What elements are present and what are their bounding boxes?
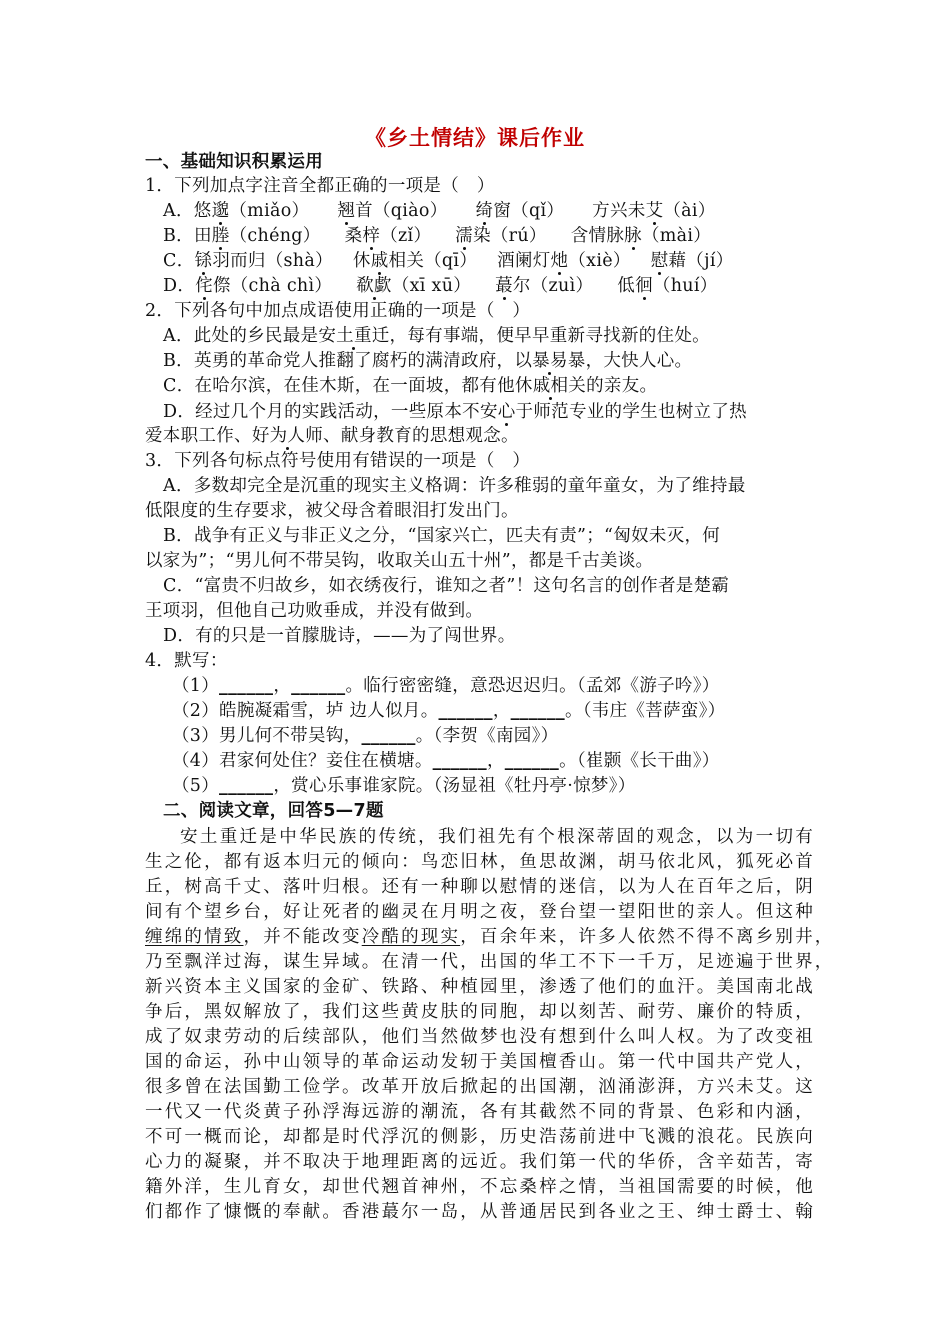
q3-option-c-line2: 王项羽，但他自己功败垂成，并没有做到。: [145, 601, 484, 621]
passage-line: 安土重迁是中华民族的传统，我们祖先有个根深蒂固的观念，以为一切有: [180, 827, 815, 847]
section-heading-reading: 二、阅读文章，回答5—7题: [163, 801, 384, 821]
q4-item-2: （2）皓腕凝霜雪，垆 边人似月。______，______。（韦庄《菩萨蛮》）: [172, 701, 726, 721]
passage-line: 成了奴隶劳动的后续部队，他们当然做梦也没有想到什么叫人权。为了改变祖: [145, 1027, 815, 1047]
question-1-stem: 1．下列加点字注音全都正确的一项是（ ）: [145, 176, 495, 196]
blank: ______: [438, 701, 493, 721]
passage-line: 生之伦，都有返本归元的倾向：鸟恋旧林，鱼思故渊，胡马依北风，狐死必首: [145, 852, 815, 872]
passage-line: 争后，黑奴解放了，我们这些黄皮肤的同胞，却以刻苦、耐劳、廉价的特质，: [145, 1002, 815, 1022]
passage-line: 新兴资本主义国家的金矿、铁路、种植园里，渗透了他们的血汗。美国南北战: [145, 977, 815, 997]
passage-line: 乃至飘洋过海，谋生异域。在清一代，出国的华工不下一千万，足迹遍于世界，: [145, 952, 835, 972]
blank: ______: [219, 676, 274, 696]
passage-line: 一代又一代炎黄子孙浮海远游的潮流，各有其截然不同的背景、色彩和内涵，: [145, 1102, 815, 1122]
q1-option-c: C．铩羽而归（shà） 休戚相关（qī） 酒阑灯灺（xiè） 慰藉（jí）: [163, 251, 734, 271]
page-title: 《乡土情结》课后作业: [365, 126, 585, 150]
q2-option-d-line2: 爱本职工作、好为人师、献身教育的思想观念。: [145, 426, 519, 446]
q4-item-3: （3）男儿何不带吴钩，______。（李贺《南园》）: [172, 726, 559, 746]
passage-line: 间有个望乡台，好让死者的幽灵在月明之夜，登台望一望阳世的亲人。但这种: [145, 902, 815, 922]
blank: ______: [432, 751, 487, 771]
q4-item-1: （1）______，______。临行密密缝，意恐迟迟归。（孟郊《游子吟》）: [172, 676, 720, 696]
blank: ______: [219, 776, 274, 796]
blank: ______: [510, 701, 565, 721]
question-2-stem: 2．下列各句中加点成语使用正确的一项是（ ）: [145, 301, 531, 321]
passage-line: 籍外洋，生儿育女，却世代翘首神州，不忘桑梓之情，当祖国需要的时候，他: [145, 1177, 815, 1197]
question-4-stem: 4．默写：: [145, 651, 228, 671]
passage-line: 丘，树高千丈、落叶归根。还有一种聊以慰情的迷信，以为人在百年之后，阴: [145, 877, 815, 897]
q3-option-b-line1: B．战争有正义与非正义之分，“国家兴亡，匹夫有责”；“匈奴未灭，何: [163, 526, 721, 546]
q2-option-d-line1: D．经过几个月的实践活动，一些原本不安心于师范专业的学生也树立了热: [163, 402, 747, 422]
q2-option-b: B．英勇的革命党人推翻了腐朽的满清政府，以暴易暴，大快人心。: [163, 351, 693, 371]
passage-line: 缠绵的情致，并不能改变冷酷的现实，百余年来，许多人依然不得不离乡别井，: [145, 927, 835, 947]
underlined-phrase: 冷酷的现实: [361, 927, 461, 947]
passage-line: 很多曾在法国勤工俭学。改革开放后掀起的出国潮，汹涌澎湃，方兴未艾。这: [145, 1077, 815, 1097]
underlined-phrase: 缠绵的情致: [145, 927, 244, 947]
q3-option-a-line2: 低限度的生存要求，被父母含着眼泪打发出门。: [145, 501, 519, 521]
passage-line: 不可一概而论，却都是时代浮沉的侧影，历史浩荡前进中飞溅的浪花。民族向: [145, 1127, 815, 1147]
blank: ______: [361, 726, 416, 746]
passage-line: 心力的凝聚，并不取决于地理距离的远近。我们第一代的华侨，含辛茹苦，寄: [145, 1152, 815, 1172]
q3-option-d: D．有的只是一首朦胧诗，——为了闯世界。: [163, 626, 516, 646]
q3-option-a-line1: A．多数却完全是沉重的现实主义格调：许多稚弱的童年童女，为了维持最: [163, 476, 746, 496]
section-heading-basics: 一、基础知识积累运用: [145, 152, 323, 172]
blank: ______: [504, 751, 560, 771]
q4-item-5: （5）______，赏心乐事谁家院。（汤显祖《牡丹亭·惊梦》）: [172, 776, 636, 796]
q2-option-c: C．在哈尔滨，在佳木斯，在一面坡，都有他休戚相关的亲友。: [163, 376, 658, 396]
question-3-stem: 3．下列各句标点符号使用有错误的一项是（ ）: [145, 451, 531, 471]
q1-option-a: A．悠邈（miǎo） 翘首（qiào） 绮窗（qǐ） 方兴未艾（ài）: [163, 201, 716, 221]
passage-line: 们都作了慷慨的奉献。香港蕞尔一岛，从普通居民到各业之王、绅士爵士、翰: [145, 1202, 815, 1222]
q2-option-a: A．此处的乡民最是安土重迁，每有事端，便早早重新寻找新的住处。: [163, 326, 710, 346]
q4-item-4: （4）君家何处住？妾住在横塘。______，______。（崔颢《长干曲》）: [172, 751, 720, 771]
passage-line: 国的命运，孙中山领导的革命运动发轫于美国檀香山。第一代中国共产党人，: [145, 1052, 815, 1072]
q3-option-c-line1: C．“富贵不归故乡，如衣绣夜行，谁知之者”！这句名言的创作者是楚霸: [163, 576, 730, 596]
q1-option-d: D．侘傺（chà chì） 欷歔（xī xū） 蕞尔（zuì） 低徊（huí）: [163, 276, 718, 296]
q3-option-b-line2: 以家为”；“男儿何不带吴钩，收取关山五十州”，都是千古美谈。: [145, 551, 654, 571]
q1-option-b: B．田塍（chéng） 桑梓（zǐ） 濡染（rú） 含情脉脉（mài）: [163, 226, 712, 246]
blank: ______: [291, 676, 346, 696]
